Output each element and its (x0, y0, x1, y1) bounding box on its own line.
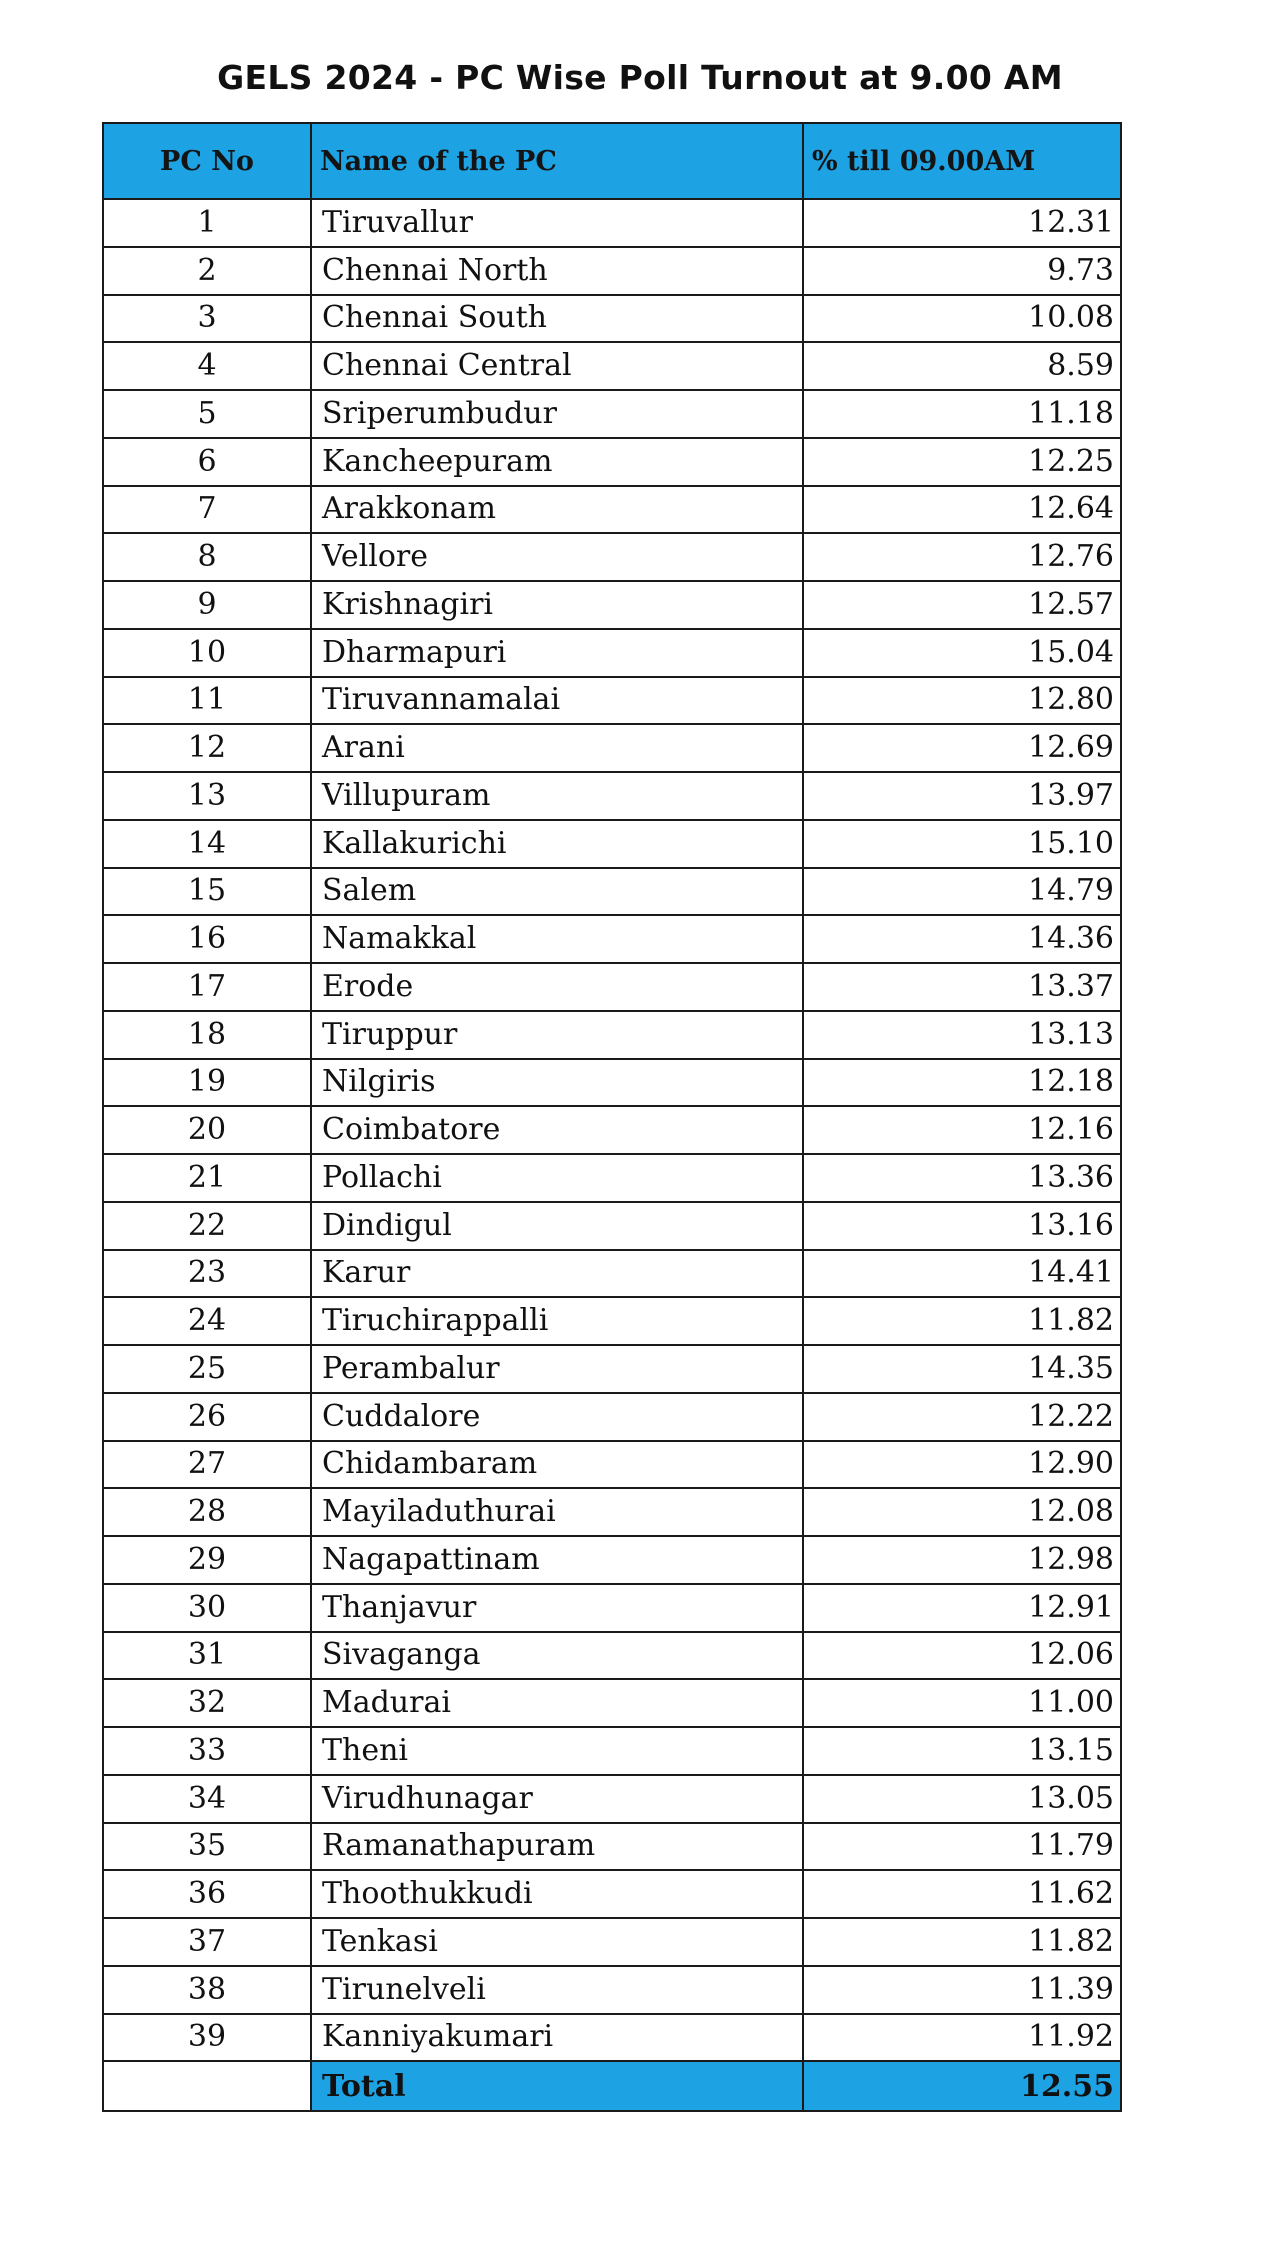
pc-number-cell: 21 (103, 1154, 311, 1202)
pc-number-cell: 27 (103, 1441, 311, 1489)
pc-percent-cell: 11.00 (803, 1679, 1121, 1727)
table-row (103, 1011, 1121, 1059)
pc-number-cell: 11 (103, 677, 311, 725)
pc-percent-cell: 11.18 (803, 390, 1121, 438)
table-row (103, 390, 1121, 438)
table-header-row (103, 123, 1121, 199)
pc-number-cell: 14 (103, 820, 311, 868)
pc-name-cell: Tiruvallur (311, 199, 803, 247)
pc-number-cell: 20 (103, 1106, 311, 1154)
table-row (103, 1918, 1121, 1966)
total-value: 12.55 (803, 2061, 1121, 2111)
column-header-percent: % till 09.00AM (803, 123, 1121, 199)
pc-name-cell: Cuddalore (311, 1393, 803, 1441)
pc-name-cell: Mayiladuthurai (311, 1488, 803, 1536)
pc-name-cell: Salem (311, 868, 803, 916)
table-row (103, 1250, 1121, 1298)
table-row (103, 1870, 1121, 1918)
pc-percent-cell: 13.37 (803, 963, 1121, 1011)
table-row (103, 1679, 1121, 1727)
table-row (103, 342, 1121, 390)
table-row (103, 295, 1121, 343)
total-row-blank-cell (103, 2061, 311, 2111)
table-row (103, 820, 1121, 868)
pc-name-cell: Coimbatore (311, 1106, 803, 1154)
pc-percent-cell: 12.16 (803, 1106, 1121, 1154)
pc-percent-cell: 14.79 (803, 868, 1121, 916)
pc-number-cell: 10 (103, 629, 311, 677)
pc-number-cell: 1 (103, 199, 311, 247)
pc-percent-cell: 10.08 (803, 295, 1121, 343)
pc-name-cell: Chennai Central (311, 342, 803, 390)
table-row (103, 724, 1121, 772)
pc-percent-cell: 11.82 (803, 1918, 1121, 1966)
pc-percent-cell: 13.05 (803, 1775, 1121, 1823)
pc-percent-cell: 13.15 (803, 1727, 1121, 1775)
pc-percent-cell: 13.16 (803, 1202, 1121, 1250)
pc-number-cell: 19 (103, 1059, 311, 1107)
table-row (103, 1966, 1121, 2014)
pc-percent-cell: 13.97 (803, 772, 1121, 820)
pc-number-cell: 32 (103, 1679, 311, 1727)
pc-number-cell: 18 (103, 1011, 311, 1059)
total-label: Total (311, 2061, 803, 2111)
pc-number-cell: 15 (103, 868, 311, 916)
pc-percent-cell: 14.35 (803, 1345, 1121, 1393)
column-header-pc-name: Name of the PC (311, 123, 803, 199)
pc-number-cell: 23 (103, 1250, 311, 1298)
table-row (103, 533, 1121, 581)
table-row (103, 1154, 1121, 1202)
pc-number-cell: 12 (103, 724, 311, 772)
pc-number-cell: 34 (103, 1775, 311, 1823)
pc-number-cell: 6 (103, 438, 311, 486)
pc-percent-cell: 12.90 (803, 1441, 1121, 1489)
pc-number-cell: 24 (103, 1297, 311, 1345)
pc-name-cell: Arani (311, 724, 803, 772)
pc-percent-cell: 9.73 (803, 247, 1121, 295)
table-row (103, 1059, 1121, 1107)
table-row (103, 1393, 1121, 1441)
pc-percent-cell: 11.62 (803, 1870, 1121, 1918)
table-row (103, 677, 1121, 725)
pc-number-cell: 39 (103, 2014, 311, 2062)
table-row (103, 581, 1121, 629)
pc-number-cell: 9 (103, 581, 311, 629)
pc-percent-cell: 8.59 (803, 342, 1121, 390)
pc-number-cell: 17 (103, 963, 311, 1011)
pc-number-cell: 29 (103, 1536, 311, 1584)
table-row (103, 772, 1121, 820)
table-row (103, 1202, 1121, 1250)
pc-percent-cell: 15.04 (803, 629, 1121, 677)
pc-name-cell: Perambalur (311, 1345, 803, 1393)
table-row (103, 1536, 1121, 1584)
pc-percent-cell: 12.22 (803, 1393, 1121, 1441)
pc-number-cell: 7 (103, 486, 311, 534)
pc-percent-cell: 12.76 (803, 533, 1121, 581)
pc-percent-cell: 12.57 (803, 581, 1121, 629)
pc-name-cell: Sivaganga (311, 1632, 803, 1680)
pc-number-cell: 31 (103, 1632, 311, 1680)
turnout-table (102, 122, 1122, 2112)
pc-name-cell: Thanjavur (311, 1584, 803, 1632)
table-row (103, 1297, 1121, 1345)
pc-name-cell: Chennai North (311, 247, 803, 295)
table-row (103, 1727, 1121, 1775)
pc-name-cell: Kancheepuram (311, 438, 803, 486)
pc-name-cell: Kallakurichi (311, 820, 803, 868)
table-row (103, 486, 1121, 534)
pc-name-cell: Kanniyakumari (311, 2014, 803, 2062)
table-row (103, 1345, 1121, 1393)
table-row (103, 1441, 1121, 1489)
total-row (103, 2061, 1121, 2111)
table-row (103, 247, 1121, 295)
table-row (103, 629, 1121, 677)
pc-name-cell: Virudhunagar (311, 1775, 803, 1823)
pc-percent-cell: 12.69 (803, 724, 1121, 772)
pc-number-cell: 35 (103, 1823, 311, 1871)
pc-number-cell: 36 (103, 1870, 311, 1918)
pc-name-cell: Nagapattinam (311, 1536, 803, 1584)
pc-name-cell: Erode (311, 963, 803, 1011)
pc-name-cell: Tirunelveli (311, 1966, 803, 2014)
pc-percent-cell: 12.08 (803, 1488, 1121, 1536)
pc-name-cell: Dindigul (311, 1202, 803, 1250)
pc-number-cell: 33 (103, 1727, 311, 1775)
table-row (103, 963, 1121, 1011)
pc-name-cell: Pollachi (311, 1154, 803, 1202)
pc-percent-cell: 12.64 (803, 486, 1121, 534)
pc-name-cell: Namakkal (311, 915, 803, 963)
pc-percent-cell: 13.36 (803, 1154, 1121, 1202)
pc-name-cell: Arakkonam (311, 486, 803, 534)
pc-percent-cell: 12.06 (803, 1632, 1121, 1680)
pc-name-cell: Villupuram (311, 772, 803, 820)
pc-name-cell: Nilgiris (311, 1059, 803, 1107)
table-row (103, 1488, 1121, 1536)
pc-name-cell: Ramanathapuram (311, 1823, 803, 1871)
table-row (103, 1584, 1121, 1632)
table-row (103, 199, 1121, 247)
pc-name-cell: Thoothukkudi (311, 1870, 803, 1918)
pc-number-cell: 5 (103, 390, 311, 438)
pc-number-cell: 2 (103, 247, 311, 295)
pc-percent-cell: 12.91 (803, 1584, 1121, 1632)
table-row (103, 868, 1121, 916)
pc-percent-cell: 12.80 (803, 677, 1121, 725)
pc-percent-cell: 11.39 (803, 1966, 1121, 2014)
table-row (103, 438, 1121, 486)
pc-percent-cell: 11.82 (803, 1297, 1121, 1345)
pc-number-cell: 25 (103, 1345, 311, 1393)
pc-name-cell: Chidambaram (311, 1441, 803, 1489)
pc-number-cell: 3 (103, 295, 311, 343)
pc-name-cell: Krishnagiri (311, 581, 803, 629)
pc-number-cell: 38 (103, 1966, 311, 2014)
pc-name-cell: Sriperumbudur (311, 390, 803, 438)
pc-name-cell: Tiruppur (311, 1011, 803, 1059)
pc-number-cell: 13 (103, 772, 311, 820)
pc-percent-cell: 14.36 (803, 915, 1121, 963)
table-body (103, 199, 1121, 2061)
table-row (103, 2014, 1121, 2062)
pc-percent-cell: 12.25 (803, 438, 1121, 486)
pc-number-cell: 28 (103, 1488, 311, 1536)
pc-name-cell: Tenkasi (311, 1918, 803, 1966)
pc-name-cell: Madurai (311, 1679, 803, 1727)
pc-name-cell: Vellore (311, 533, 803, 581)
pc-percent-cell: 11.92 (803, 2014, 1121, 2062)
pc-percent-cell: 12.31 (803, 199, 1121, 247)
pc-percent-cell: 15.10 (803, 820, 1121, 868)
table-row (103, 1632, 1121, 1680)
pc-number-cell: 4 (103, 342, 311, 390)
pc-percent-cell: 12.98 (803, 1536, 1121, 1584)
pc-number-cell: 26 (103, 1393, 311, 1441)
pc-number-cell: 16 (103, 915, 311, 963)
table-row (103, 1775, 1121, 1823)
column-header-pc-no: PC No (103, 123, 311, 199)
pc-name-cell: Chennai South (311, 295, 803, 343)
pc-number-cell: 22 (103, 1202, 311, 1250)
pc-number-cell: 30 (103, 1584, 311, 1632)
pc-name-cell: Tiruvannamalai (311, 677, 803, 725)
pc-percent-cell: 12.18 (803, 1059, 1121, 1107)
pc-name-cell: Karur (311, 1250, 803, 1298)
table-row (103, 1823, 1121, 1871)
page-title: GELS 2024 - PC Wise Poll Turnout at 9.00 AM (217, 58, 1063, 97)
pc-name-cell: Tiruchirappalli (311, 1297, 803, 1345)
pc-percent-cell: 13.13 (803, 1011, 1121, 1059)
pc-percent-cell: 11.79 (803, 1823, 1121, 1871)
pc-number-cell: 37 (103, 1918, 311, 1966)
table-row (103, 915, 1121, 963)
table-row (103, 1106, 1121, 1154)
pc-percent-cell: 14.41 (803, 1250, 1121, 1298)
pc-name-cell: Dharmapuri (311, 629, 803, 677)
pc-name-cell: Theni (311, 1727, 803, 1775)
pc-number-cell: 8 (103, 533, 311, 581)
